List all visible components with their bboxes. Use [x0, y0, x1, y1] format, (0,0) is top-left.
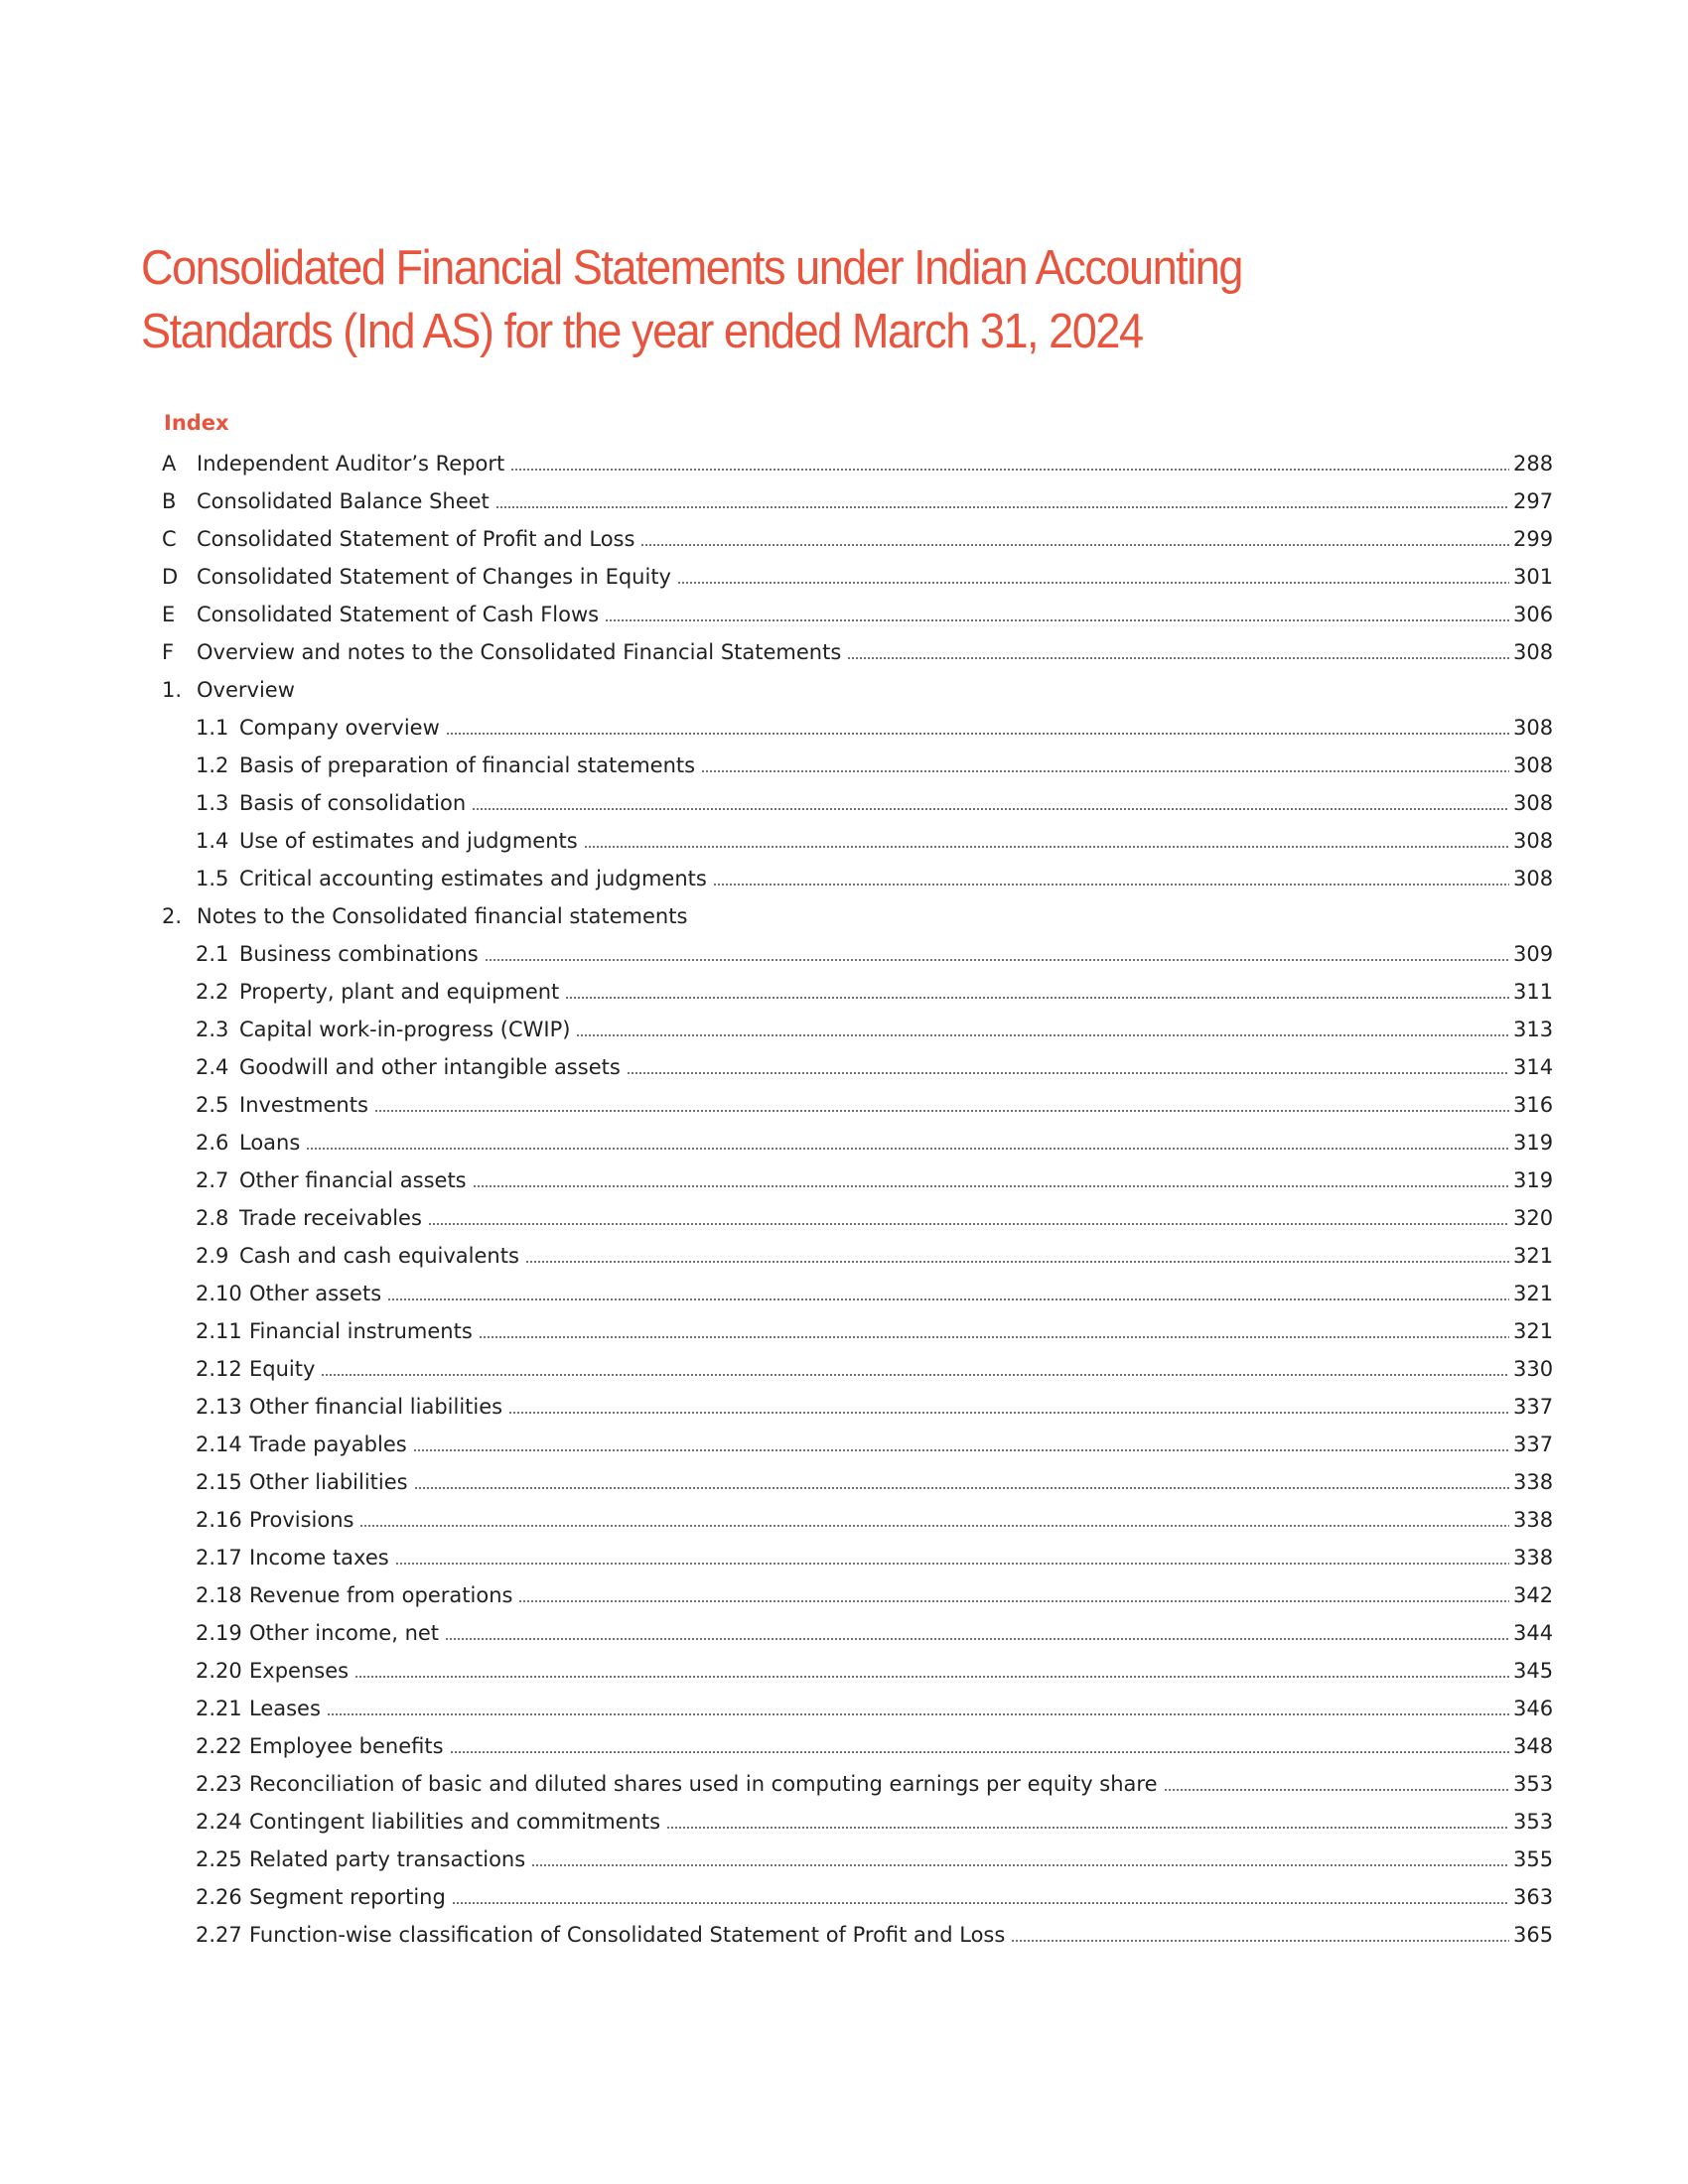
toc-entry-page-number: 355 [1513, 1847, 1554, 1871]
toc-entry [162, 520, 1552, 558]
toc-dot-leader [395, 1563, 1509, 1565]
toc-entry-label: Leases [249, 1697, 321, 1720]
toc-entry-page-number: 308 [1513, 753, 1554, 777]
toc-entry [162, 1878, 1552, 1916]
toc-entry-page-number: 306 [1513, 603, 1554, 626]
toc-entry-label: Trade receivables [239, 1206, 422, 1230]
toc-dot-leader [525, 1261, 1509, 1263]
toc-entry [162, 1614, 1552, 1652]
toc-entry [162, 973, 1552, 1011]
toc-entry-number: 2.3 [196, 1018, 229, 1041]
toc-entry-page-number: 297 [1513, 489, 1554, 513]
toc-entry [162, 482, 1552, 520]
toc-entry-number: 2.20 [196, 1659, 242, 1683]
toc-entry [162, 1539, 1552, 1576]
toc-entry [162, 1275, 1552, 1312]
toc-entry [162, 1350, 1552, 1388]
toc-entry-label: Investments [239, 1093, 368, 1117]
toc-entry-number: 2.10 [196, 1282, 242, 1305]
toc-entry-number: A [162, 452, 177, 476]
toc-entry-number: 2.9 [196, 1244, 229, 1268]
toc-entry-page-number: 337 [1513, 1433, 1554, 1456]
toc-entry-label: Business combinations [239, 942, 479, 966]
toc-entry-label: Trade payables [249, 1433, 407, 1456]
toc-entry-label: Other financial assets [239, 1168, 467, 1192]
toc-dot-leader [701, 770, 1509, 772]
toc-entry-number: 2.21 [196, 1697, 242, 1720]
toc-entry [162, 1501, 1552, 1539]
toc-entry-label: Reconciliation of basic and diluted shares used in computing earnings per equity share [249, 1772, 1158, 1796]
toc-entry-label: Financial instruments [249, 1319, 473, 1343]
toc-entry-label: Capital work-in-progress (CWIP) [239, 1018, 571, 1041]
toc-dot-leader [413, 1449, 1509, 1451]
toc-entry-label: Related party transactions [249, 1847, 526, 1871]
toc-dot-leader [518, 1600, 1509, 1602]
toc-entry-number: 2.17 [196, 1546, 242, 1570]
toc-section-heading [162, 671, 1552, 709]
toc-entry-page-number: 353 [1513, 1810, 1554, 1834]
toc-entry-page-number: 319 [1513, 1168, 1554, 1192]
toc-entry-label: Property, plant and equipment [239, 980, 560, 1004]
toc-entry-label: Segment reporting [249, 1885, 446, 1909]
toc-entry-number: 2.19 [196, 1621, 242, 1645]
toc-dot-leader [473, 1185, 1509, 1187]
toc-entry-page-number: 342 [1513, 1583, 1554, 1607]
toc-entry-number: 2.13 [196, 1395, 242, 1419]
toc-entry-page-number: 344 [1513, 1621, 1554, 1645]
toc-dot-leader [450, 1751, 1509, 1753]
toc-entry [162, 1652, 1552, 1690]
toc-entry-number: C [162, 527, 177, 551]
toc-entry-page-number: 301 [1513, 565, 1554, 589]
toc-entry [162, 822, 1552, 860]
toc-entry-number: 2. [162, 904, 183, 928]
toc-entry-number: 2.18 [196, 1583, 242, 1607]
toc-entry [162, 860, 1552, 897]
toc-entry-page-number: 321 [1513, 1282, 1554, 1305]
toc-entry [162, 1690, 1552, 1727]
toc-entry-label: Other income, net [249, 1621, 440, 1645]
toc-entry-label: Consolidated Statement of Profit and Loss [197, 527, 635, 551]
toc-dot-leader [374, 1110, 1509, 1112]
toc-entry-page-number: 299 [1513, 527, 1554, 551]
toc-entry-label: Basis of consolidation [239, 791, 467, 815]
toc-entry-number: 2.5 [196, 1093, 229, 1117]
toc-entry [162, 596, 1552, 633]
toc-entry [162, 1199, 1552, 1237]
toc-entry-page-number: 308 [1513, 829, 1554, 853]
toc-dot-leader [510, 469, 1509, 471]
toc-dot-leader [677, 582, 1509, 584]
toc-entry [162, 1765, 1552, 1803]
toc-entry [162, 1086, 1552, 1124]
toc-dot-leader [445, 1638, 1509, 1640]
toc-entry [162, 1161, 1552, 1199]
page-title: Consolidated Financial Statements under Indian Accounting Standards (Ind AS) for the year ended March 31, 2024 [141, 241, 1242, 358]
toc-entry [162, 935, 1552, 973]
toc-entry-number: 1.3 [196, 791, 229, 815]
toc-entry [162, 1011, 1552, 1048]
toc-entry-number: 2.23 [196, 1772, 242, 1796]
toc-entry-label: Notes to the Consolidated financial statements [197, 904, 688, 928]
toc-entry-page-number: 288 [1513, 452, 1554, 476]
toc-entry [162, 1312, 1552, 1350]
toc-entry-label: Consolidated Balance Sheet [197, 489, 490, 513]
toc-entry-page-number: 316 [1513, 1093, 1554, 1117]
toc-entry-label: Contingent liabilities and commitments [249, 1810, 661, 1834]
toc-dot-leader [306, 1148, 1509, 1150]
toc-entry-number: F [162, 640, 175, 664]
toc-entry-label: Loans [239, 1131, 301, 1155]
toc-dot-leader [584, 846, 1509, 848]
toc-entry-page-number: 314 [1513, 1055, 1554, 1079]
toc-entry-page-number: 330 [1513, 1357, 1554, 1381]
toc-entry-label: Goodwill and other intangible assets [239, 1055, 621, 1079]
toc-entry-page-number: 338 [1513, 1508, 1554, 1532]
toc-dot-leader [327, 1713, 1509, 1715]
toc-entry-number: 2.6 [196, 1131, 229, 1155]
toc-dot-leader [354, 1676, 1509, 1678]
toc-entry-number: E [162, 603, 176, 626]
toc-entry [162, 445, 1552, 482]
toc-entry-label: Other assets [249, 1282, 382, 1305]
toc-dot-leader [359, 1525, 1509, 1527]
toc-entry-label: Consolidated Statement of Changes in Equity [197, 565, 671, 589]
toc-entry-number: 2.26 [196, 1885, 242, 1909]
toc-entry [162, 1803, 1552, 1841]
toc-entry-number: B [162, 489, 177, 513]
toc-entry-number: 2.16 [196, 1508, 242, 1532]
toc-entry-page-number: 365 [1513, 1923, 1554, 1947]
toc-entry-number: 2.24 [196, 1810, 242, 1834]
toc-entry [162, 784, 1552, 822]
toc-entry [162, 1237, 1552, 1275]
toc-entry-label: Expenses [249, 1659, 350, 1683]
toc-entry-label: Function-wise classification of Consolidated Statement of Profit and Loss [249, 1923, 1006, 1947]
toc-entry-label: Critical accounting estimates and judgments [239, 867, 707, 890]
toc-dot-leader [414, 1487, 1509, 1489]
toc-entry-label: Other financial liabilities [249, 1395, 503, 1419]
toc-entry-label: Income taxes [249, 1546, 389, 1570]
toc-entry-label: Use of estimates and judgments [239, 829, 578, 853]
toc-entry-page-number: 308 [1513, 716, 1554, 740]
toc-entry-label: Basis of preparation of financial statements [239, 753, 696, 777]
toc-dot-leader [387, 1298, 1509, 1300]
toc-dot-leader [1164, 1789, 1509, 1791]
toc-entry [162, 1916, 1552, 1954]
table-of-contents [162, 445, 1552, 1954]
index-heading: Index [164, 411, 229, 435]
toc-dot-leader [565, 997, 1509, 999]
toc-entry [162, 709, 1552, 747]
toc-entry-page-number: 309 [1513, 942, 1554, 966]
toc-dot-leader [605, 619, 1509, 621]
toc-entry-label: Consolidated Statement of Cash Flows [197, 603, 600, 626]
toc-entry [162, 1048, 1552, 1086]
toc-entry-page-number: 321 [1513, 1244, 1554, 1268]
toc-entry-page-number: 319 [1513, 1131, 1554, 1155]
toc-dot-leader [576, 1034, 1509, 1036]
toc-entry-number: 2.11 [196, 1319, 242, 1343]
toc-entry-label: Revenue from operations [249, 1583, 513, 1607]
toc-entry-label: Other liabilities [249, 1470, 408, 1494]
toc-entry-label: Equity [249, 1357, 316, 1381]
toc-entry [162, 1426, 1552, 1463]
toc-entry-number: 2.4 [196, 1055, 229, 1079]
toc-entry [162, 1124, 1552, 1161]
toc-entry-page-number: 345 [1513, 1659, 1554, 1683]
toc-entry [162, 558, 1552, 596]
toc-entry-page-number: 348 [1513, 1734, 1554, 1758]
toc-entry-number: 2.27 [196, 1923, 242, 1947]
toc-entry-number: D [162, 565, 179, 589]
toc-entry-number: 1.1 [196, 716, 229, 740]
toc-entry [162, 1727, 1552, 1765]
toc-entry-label: Independent Auditor’s Report [197, 452, 505, 476]
toc-entry-page-number: 321 [1513, 1319, 1554, 1343]
toc-section-heading [162, 897, 1552, 935]
toc-entry-number: 2.14 [196, 1433, 242, 1456]
toc-entry-number: 2.7 [196, 1168, 229, 1192]
toc-entry-page-number: 313 [1513, 1018, 1554, 1041]
toc-entry-page-number: 346 [1513, 1697, 1554, 1720]
toc-entry-label: Provisions [249, 1508, 354, 1532]
toc-entry [162, 1841, 1552, 1878]
toc-entry-page-number: 308 [1513, 867, 1554, 890]
toc-entry-number: 1.5 [196, 867, 229, 890]
toc-dot-leader [508, 1412, 1509, 1414]
toc-entry-number: 2.12 [196, 1357, 242, 1381]
toc-dot-leader [640, 544, 1509, 546]
toc-entry-label: Company overview [239, 716, 440, 740]
toc-entry-label: Cash and cash equivalents [239, 1244, 519, 1268]
toc-entry-label: Employee benefits [249, 1734, 444, 1758]
toc-dot-leader [531, 1864, 1509, 1866]
toc-dot-leader [666, 1827, 1509, 1829]
toc-dot-leader [446, 733, 1509, 735]
toc-entry-label: Overview [197, 678, 295, 702]
toc-entry [162, 633, 1552, 671]
toc-entry-number: 1. [162, 678, 183, 702]
toc-dot-leader [485, 959, 1509, 961]
toc-entry-page-number: 363 [1513, 1885, 1554, 1909]
toc-entry-number: 2.22 [196, 1734, 242, 1758]
toc-entry-page-number: 338 [1513, 1470, 1554, 1494]
toc-entry-number: 2.2 [196, 980, 229, 1004]
toc-entry-page-number: 308 [1513, 791, 1554, 815]
toc-entry [162, 747, 1552, 784]
toc-entry-page-number: 337 [1513, 1395, 1554, 1419]
toc-dot-leader [479, 1336, 1509, 1338]
toc-dot-leader [1011, 1940, 1509, 1942]
toc-entry-number: 1.4 [196, 829, 229, 853]
toc-dot-leader [321, 1374, 1509, 1376]
toc-dot-leader [627, 1072, 1509, 1074]
toc-entry [162, 1388, 1552, 1426]
toc-dot-leader [713, 884, 1509, 886]
toc-entry-number: 1.2 [196, 753, 229, 777]
toc-entry [162, 1463, 1552, 1501]
toc-entry-page-number: 338 [1513, 1546, 1554, 1570]
toc-entry-number: 2.1 [196, 942, 229, 966]
toc-dot-leader [847, 657, 1509, 659]
toc-entry-number: 2.25 [196, 1847, 242, 1871]
toc-entry-number: 2.8 [196, 1206, 229, 1230]
toc-dot-leader [472, 808, 1509, 810]
toc-entry-number: 2.15 [196, 1470, 242, 1494]
toc-entry-page-number: 311 [1513, 980, 1554, 1004]
toc-dot-leader [495, 506, 1509, 508]
toc-entry-page-number: 308 [1513, 640, 1554, 664]
toc-entry-page-number: 320 [1513, 1206, 1554, 1230]
toc-entry-label: Overview and notes to the Consolidated Financial Statements [197, 640, 842, 664]
toc-entry [162, 1576, 1552, 1614]
toc-entry-page-number: 353 [1513, 1772, 1554, 1796]
toc-dot-leader [452, 1902, 1509, 1904]
toc-dot-leader [428, 1223, 1509, 1225]
